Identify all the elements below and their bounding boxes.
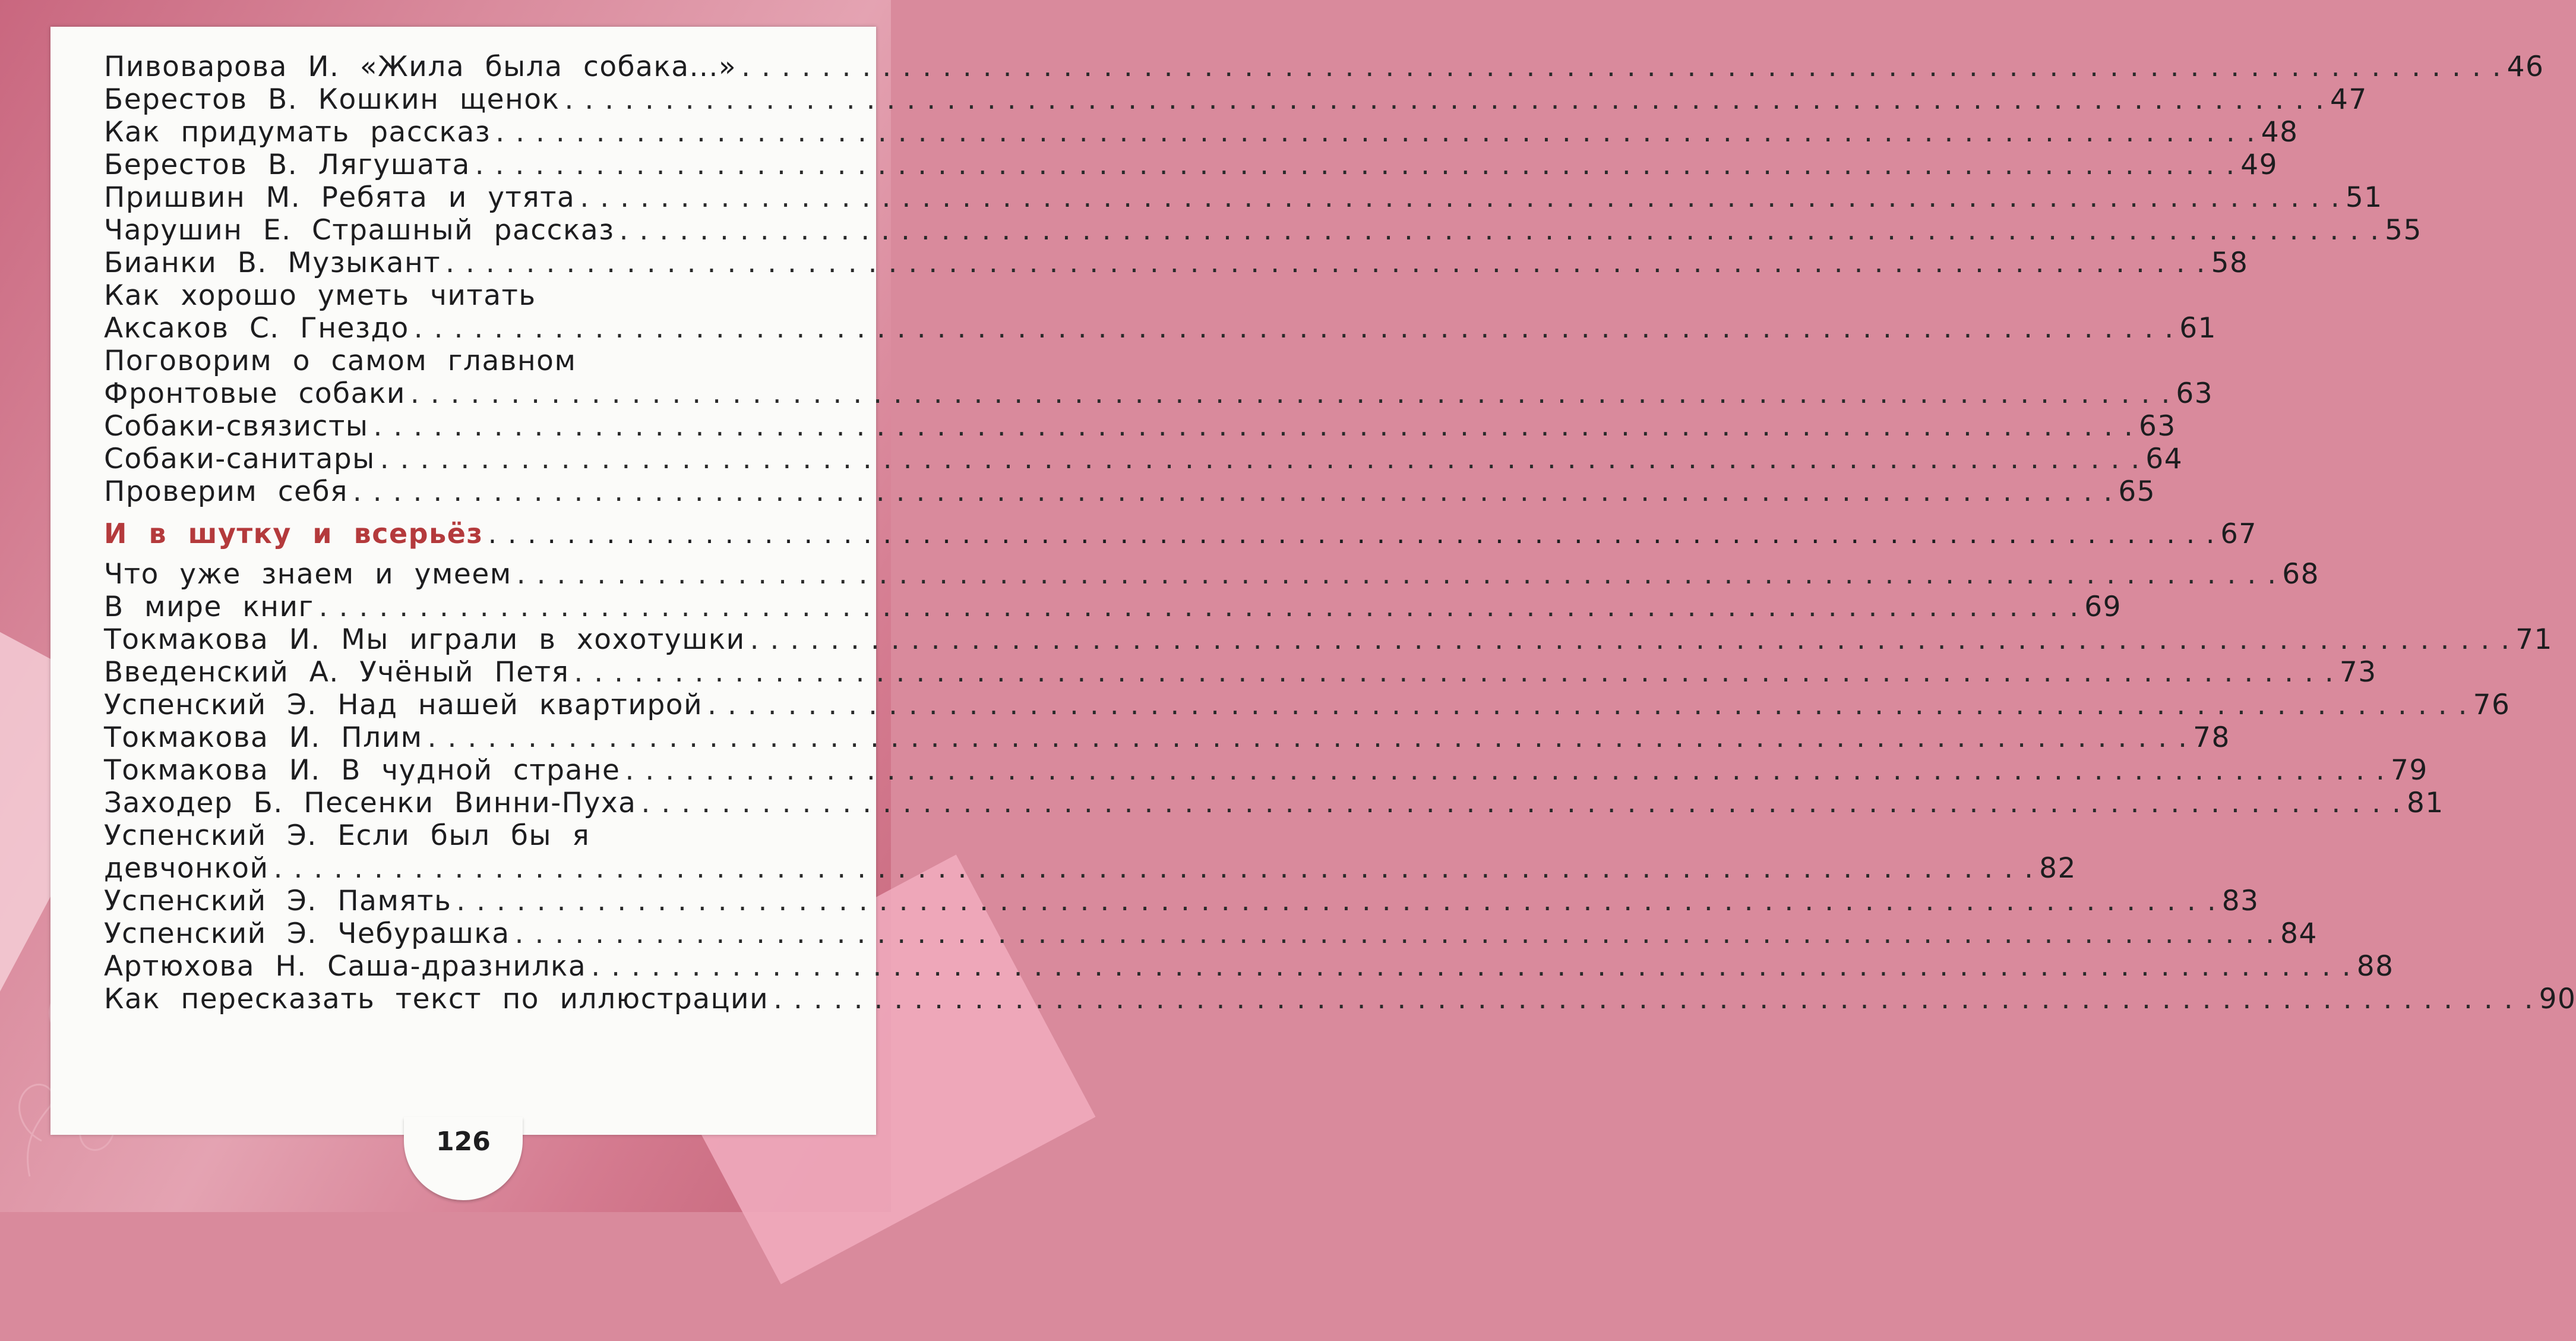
dot-leader	[564, 83, 2325, 116]
entry-page: 81	[2406, 787, 2444, 819]
dot-leader	[619, 214, 2381, 247]
toc-entry[interactable]	[104, 443, 2183, 475]
dot-leader	[741, 51, 2502, 83]
toc-entry[interactable]	[104, 787, 2444, 819]
entry-page: 71	[2515, 623, 2553, 656]
dot-leader	[773, 983, 2534, 1015]
entry-title: Как пересказать текст по иллюстрации	[104, 983, 769, 1015]
entry-page: 82	[2039, 852, 2076, 885]
toc-entry[interactable]	[104, 689, 2511, 721]
dot-leader	[445, 247, 2207, 279]
toc-entry[interactable]	[104, 345, 903, 377]
entry-title: Собаки-санитары	[104, 443, 375, 475]
section-page: 67	[2220, 518, 2258, 550]
dot-leader	[517, 558, 2278, 591]
entry-page: 78	[2193, 721, 2230, 754]
contents-page	[50, 27, 2576, 1135]
dot-leader	[580, 181, 2341, 214]
section-heading[interactable]	[104, 518, 2258, 550]
entry-page: 55	[2385, 214, 2422, 247]
toc-entry[interactable]	[104, 656, 2377, 689]
entry-title: Проверим себя	[104, 475, 348, 508]
toc-entry[interactable]	[104, 279, 903, 312]
entry-title: Поговорим о самом главном	[104, 345, 577, 377]
entry-page: 84	[2280, 917, 2318, 950]
dot-leader	[274, 852, 2035, 885]
entry-page: 83	[2221, 885, 2259, 917]
entry-page: 90	[2539, 983, 2576, 1015]
dot-leader	[488, 518, 2216, 550]
toc-entry[interactable]	[104, 214, 2422, 247]
dot-leader	[750, 623, 2511, 656]
toc-entry[interactable]	[104, 721, 2230, 754]
table-of-contents	[104, 51, 2576, 1015]
dot-leader	[574, 656, 2335, 689]
entry-title: Бианки В. Музыкант	[104, 247, 441, 279]
entry-title: девчонкой	[104, 852, 269, 885]
entry-page: 63	[2176, 377, 2214, 410]
toc-entry[interactable]	[104, 149, 2278, 181]
toc-entry[interactable]	[104, 51, 2545, 83]
entry-title: Успенский Э. Память	[104, 885, 452, 917]
entry-page: 48	[2261, 116, 2299, 149]
entry-title: Токмакова И. В чудной стране	[104, 754, 621, 787]
dot-leader	[495, 116, 2256, 149]
entry-title: Токмакова И. Плим	[104, 721, 423, 754]
entry-page: 76	[2473, 689, 2511, 721]
toc-entry[interactable]	[104, 247, 2249, 279]
entry-title: В мире книг	[104, 591, 314, 623]
toc-entry[interactable]	[104, 983, 2576, 1015]
entry-title: Что уже знаем и умеем	[104, 558, 512, 591]
toc-entry[interactable]	[104, 885, 2259, 917]
entry-page: 58	[2211, 247, 2249, 279]
entry-page: 49	[2240, 149, 2278, 181]
dot-leader	[641, 787, 2402, 819]
dot-leader	[319, 591, 2080, 623]
entry-page: 69	[2084, 591, 2122, 623]
toc-entry[interactable]	[104, 558, 2319, 591]
toc-entry[interactable]	[104, 83, 2368, 116]
dot-leader	[353, 475, 2114, 508]
entry-title: Успенский Э. Чебурашка	[104, 917, 510, 950]
dot-leader	[410, 377, 2172, 410]
dot-leader	[414, 312, 2175, 345]
entry-page: 65	[2118, 475, 2156, 508]
dot-leader	[625, 754, 2386, 787]
toc-entry[interactable]	[104, 312, 2217, 345]
toc-entry[interactable]	[104, 475, 2156, 508]
entry-page: 79	[2390, 754, 2428, 787]
toc-entry[interactable]	[104, 623, 2553, 656]
entry-title: Чарушин Е. Страшный рассказ	[104, 214, 615, 247]
toc-entry[interactable]	[104, 410, 2176, 443]
entry-title: Собаки-связисты	[104, 410, 369, 443]
dot-leader	[591, 950, 2352, 983]
entry-title: Пивоварова И. «Жила была собака...»	[104, 51, 737, 83]
page-number: 126	[436, 1127, 491, 1157]
toc-entry[interactable]	[104, 950, 2394, 983]
dot-leader	[428, 721, 2189, 754]
dot-leader	[707, 689, 2468, 721]
entry-title: Фронтовые собаки	[104, 377, 406, 410]
entry-title: Артюхова Н. Саша-дразнилка	[104, 950, 587, 983]
toc-entry[interactable]	[104, 754, 2428, 787]
entry-title: Заходер Б. Песенки Винни-Пуха	[104, 787, 637, 819]
entry-title: Как придумать рассказ	[104, 116, 491, 149]
entry-page: 46	[2507, 51, 2545, 83]
entry-title: Успенский Э. Если был бы я	[104, 819, 590, 852]
toc-entry[interactable]	[104, 917, 2318, 950]
entry-title: Берестов В. Кошкин щенок	[104, 83, 560, 116]
entry-title: Токмакова И. Мы играли в хохотушки	[104, 623, 745, 656]
entry-page: 51	[2345, 181, 2383, 214]
section-title: И в шутку и всерьёз	[104, 518, 483, 550]
dot-leader	[475, 149, 2236, 181]
entry-page: 47	[2330, 83, 2368, 116]
toc-entry[interactable]	[104, 116, 2299, 149]
dot-leader	[456, 885, 2217, 917]
entry-page: 73	[2339, 656, 2377, 689]
dot-leader	[380, 443, 2141, 475]
entry-title: Как хорошо уметь читать	[104, 279, 536, 312]
entry-page: 63	[2138, 410, 2176, 443]
toc-entry[interactable]	[104, 591, 2122, 623]
entry-title: Пришвин М. Ребята и утята	[104, 181, 576, 214]
entry-title: Аксаков С. Гнездо	[104, 312, 409, 345]
dot-leader	[515, 917, 2276, 950]
toc-entry[interactable]	[104, 819, 903, 852]
entry-page: 61	[2179, 312, 2217, 345]
dot-leader	[373, 410, 2134, 443]
entry-page: 64	[2145, 443, 2183, 475]
entry-title: Берестов В. Лягушата	[104, 149, 470, 181]
entry-title: Успенский Э. Над нашей квартирой	[104, 689, 703, 721]
entry-title: Введенский А. Учёный Петя	[104, 656, 570, 689]
toc-entry[interactable]	[104, 852, 2076, 885]
entry-page: 68	[2282, 558, 2319, 591]
entry-page: 88	[2356, 950, 2394, 983]
toc-entry[interactable]	[104, 181, 2383, 214]
toc-entry[interactable]	[104, 377, 2214, 410]
